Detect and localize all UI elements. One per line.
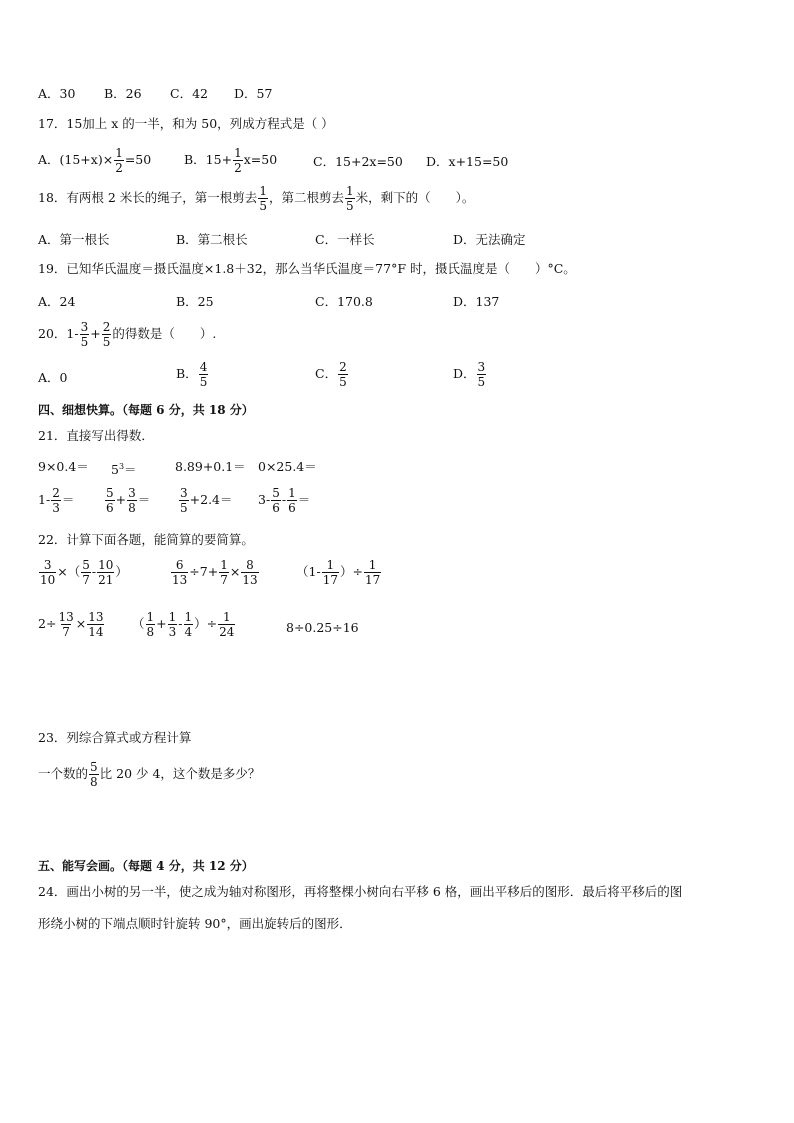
q21-expr-2: $5^3=$ [111, 462, 137, 478]
q22-expr-4: 2÷ $\frac{13}{7}$ × $\frac{13}{14}$ [38, 610, 104, 639]
q16-option-c: C．42 [170, 86, 208, 101]
q24-line-1: 24．画出小树的另一半，使之成为轴对称图形，再将整棵小树向右平移 6 格，画出平移后的图形．最后将平移后的图 [38, 884, 683, 899]
q16-option-b: B．26 [104, 86, 142, 101]
q21-expr-6: $\frac{5}{6}$ + $\frac{3}{8}$ ＝ [106, 486, 151, 515]
q22-stem: 22．计算下面各题，能简算的要简算。 [38, 532, 254, 547]
q18-option-c: C．一样长 [315, 232, 375, 247]
q19-option-b: B．25 [176, 294, 214, 309]
q19-option-a: A．24 [38, 294, 76, 309]
q22-expr-2: $\frac{6}{13}$ ÷7+ $\frac{1}{7}$ × $\frac{8}{13}$ [172, 558, 258, 587]
q20-option-b: B． $\frac{4}{5}$ [176, 360, 208, 389]
q20-option-a: A．0 [38, 370, 68, 385]
q21-expr-4: 0×25.4＝ [258, 459, 317, 474]
q18-option-a: A．第一根长 [38, 232, 110, 247]
q23-question: 一个数的 $\frac{5}{8}$ 比 20 少 4，这个数是多少？ [38, 760, 261, 789]
q18-option-d: D．无法确定 [453, 232, 526, 247]
q19-stem: 19．已知华氏温度＝摄氏温度×1.8＋32，那么当华氏温度＝77°F 时，摄氏温度是（ ）°C。 [38, 261, 576, 276]
q22-expr-3: （1- $\frac{1}{17}$ ）÷ $\frac{1}{17}$ [296, 558, 381, 587]
q21-stem: 21．直接写出得数． [38, 428, 154, 443]
q16-option-a: A．30 [38, 86, 76, 101]
q17-option-d: D．x+15=50 [426, 154, 509, 169]
q21-expr-8: 3- $\frac{5}{6}$ - $\frac{1}{6}$ ＝ [258, 486, 311, 515]
q21-expr-3: 8.89+0.1＝ [175, 459, 246, 474]
q22-expr-5: （ $\frac{1}{8}$ + $\frac{1}{3}$ - $\frac{1}{4}$ ）÷ $\frac{1}{24}$ [132, 610, 235, 639]
q23-stem: 23．列综合算式或方程计算 [38, 730, 192, 745]
q17-stem: 17．15加上 x 的一半，和为 50，列成方程式是（ ） [38, 116, 334, 131]
q16-option-d: D．57 [234, 86, 273, 101]
q19-option-c: C．170.8 [315, 294, 373, 309]
q20-option-c: C． $\frac{2}{5}$ [315, 360, 347, 389]
q20-stem: 20．1- $\frac{3}{5}$ + $\frac{2}{5}$ 的得数是（ ）. [38, 320, 217, 349]
q19-option-d: D．137 [453, 294, 500, 309]
q17-option-b: B．15+ $\frac{1}{2}$ x=50 [184, 146, 278, 175]
q22-expr-1: $\frac{3}{10}$ ×（ $\frac{5}{7}$ - $\frac{10}{21}$ ） [40, 558, 128, 587]
q17-option-a: A．(15+x)× $\frac{1}{2}$ =50 [38, 146, 152, 175]
q20-option-d: D． $\frac{3}{5}$ [453, 360, 486, 389]
q21-expr-7: $\frac{3}{5}$ +2.4＝ [180, 486, 233, 515]
q21-expr-5: 1- $\frac{2}{3}$ ＝ [38, 486, 75, 515]
section-4-title: 四、细想快算。（每题 6 分，共 18 分） [38, 403, 254, 417]
q18-option-b: B．第二根长 [176, 232, 248, 247]
q18-stem: 18．有两根 2 米长的绳子，第一根剪去 $\frac{1}{5}$ ，第二根剪去 $\frac{1}{5}$ 米，剩下的（ ）。 [38, 184, 475, 213]
q22-expr-6: 8÷0.25÷16 [286, 620, 359, 635]
q17-option-c: C．15+2x=50 [313, 154, 403, 169]
q24-line-2: 形绕小树的下端点顺时针旋转 90°，画出旋转后的图形． [38, 916, 352, 931]
section-5-title: 五、能写会画。（每题 4 分，共 12 分） [38, 859, 254, 873]
q21-expr-1: 9×0.4＝ [38, 459, 89, 474]
